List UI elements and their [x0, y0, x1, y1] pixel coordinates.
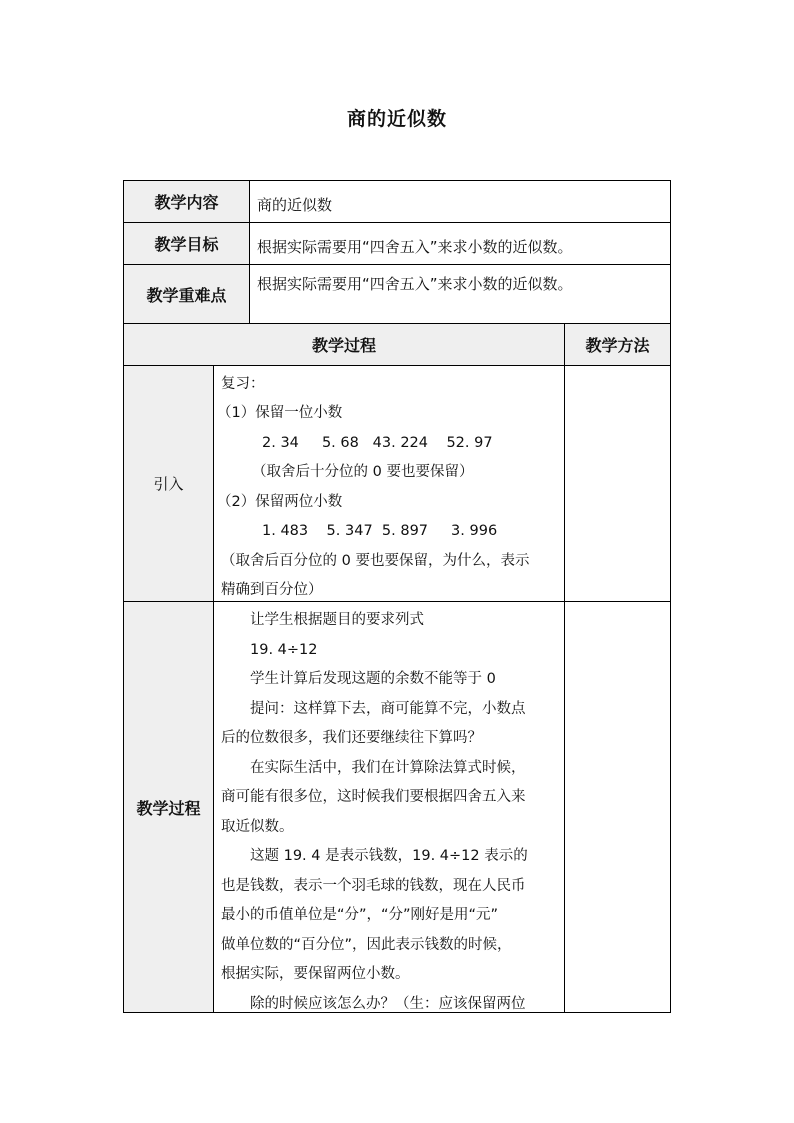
goal-label: 教学目标: [154, 235, 219, 254]
process-line: 后的位数很多，我们还要继续往下算吗？: [221, 730, 482, 746]
intro-label-cell: [123, 365, 214, 602]
process-method-cell: [564, 601, 671, 1013]
intro-line: 复习：: [221, 376, 265, 392]
intro-line: 精确到百分位）: [221, 582, 323, 598]
intro-line: （取舍后百分位的 0 要也要保留，为什么，表示: [221, 553, 530, 569]
intro-line: （取舍后十分位的 0 要也要保留）: [252, 464, 474, 480]
page-title: 商的近似数: [346, 108, 447, 130]
key-points-label: 教学重难点: [146, 285, 227, 305]
process-line: 取近似数。: [221, 819, 294, 835]
content-label-cell: [123, 180, 250, 223]
process-line: 做单位数的“百分位”，因此表示钱数的时候，: [221, 937, 512, 953]
process-line: 商可能有很多位，这时候我们要根据四舍五入来: [221, 789, 526, 805]
content-value-cell: [249, 180, 671, 223]
process-line: 根据实际，要保留两位小数。: [221, 966, 410, 982]
goal-label-cell: [123, 222, 250, 265]
content-label: 教学内容: [154, 193, 219, 212]
method-header: 教学方法: [585, 336, 650, 355]
process-line: 这题 19. 4 是表示钱数，19. 4÷12 表示的: [250, 848, 528, 864]
process-line: 在实际生活中，我们在计算除法算式时候，: [250, 760, 526, 776]
process-line: 也是钱数，表示一个羽毛球的钱数，现在人民币: [221, 878, 526, 894]
intro-method-cell: [564, 365, 671, 602]
process-line: 让学生根据题目的要求列式: [250, 612, 424, 628]
intro-label: 引入: [153, 475, 184, 493]
process-content-cell: [213, 601, 565, 1013]
process-label: 教学过程: [136, 798, 201, 818]
intro-line: 1. 483 5. 347 5. 897 3. 996: [262, 523, 498, 539]
intro-content-cell: [213, 365, 565, 602]
content-value: 商的近似数: [257, 196, 333, 214]
process-line: 19. 4÷12: [250, 642, 318, 658]
process-line: 最小的币值单位是“分”，“分”刚好是用“元”: [221, 907, 499, 923]
process-line: 提问：这样算下去，商可能算不完，小数点: [250, 701, 526, 717]
intro-line: （1）保留一位小数: [217, 405, 343, 421]
key-points-value-cell: [249, 264, 671, 324]
intro-line: （2）保留两位小数: [217, 494, 343, 510]
key-points-value: 根据实际需要用“四舍五入”来求小数的近似数。: [257, 275, 573, 293]
process-header-cell: [123, 323, 565, 366]
goal-value-cell: [249, 222, 671, 265]
process-label-cell: [123, 601, 214, 1013]
process-line: 除的时候应该怎么办？（生：应该保留两位: [250, 996, 526, 1012]
method-header-cell: [564, 323, 671, 366]
key-points-label-cell: [123, 264, 250, 324]
process-line: 学生计算后发现这题的余数不能等于 0: [250, 671, 496, 687]
goal-value: 根据实际需要用“四舍五入”来求小数的近似数。: [257, 238, 573, 256]
intro-line: 2. 34 5. 68 43. 224 52. 97: [262, 435, 493, 451]
process-header: 教学过程: [311, 336, 376, 355]
